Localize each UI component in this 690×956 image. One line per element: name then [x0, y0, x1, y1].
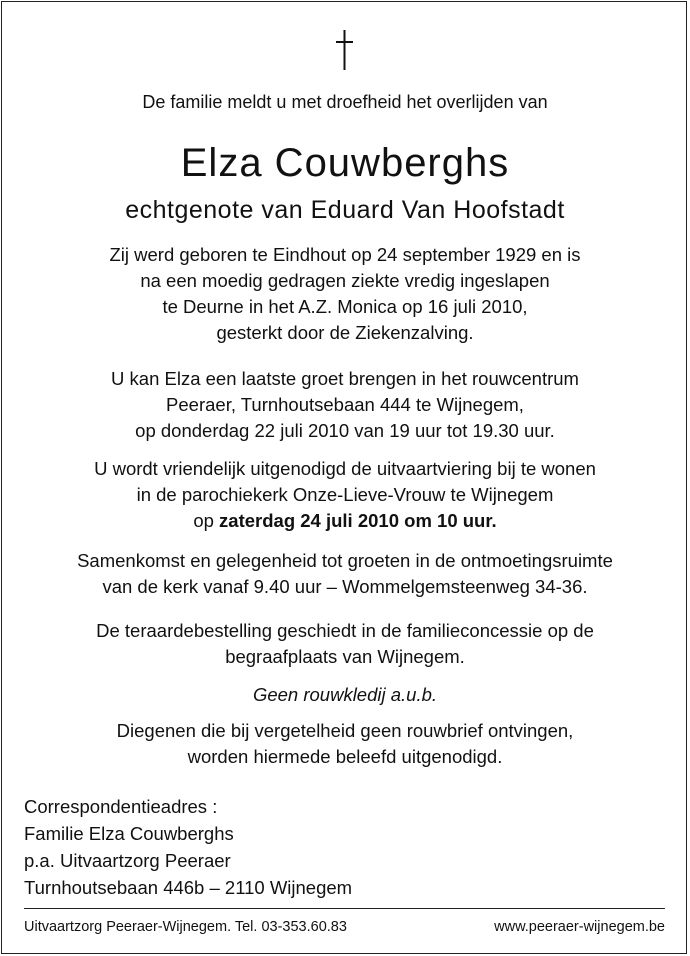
- gathering-line: Samenkomst en gelegenheid tot groeten in de ontmoetingsruimte: [77, 550, 613, 571]
- visitation-paragraph: [0, 366, 690, 444]
- cross-icon: [0, 30, 690, 75]
- birth-line: gesterkt door de Ziekenzalving.: [216, 322, 474, 343]
- gathering-paragraph: [0, 548, 690, 600]
- footer-divider: [24, 908, 665, 909]
- invitation-line: Diegenen die bij vergetelheid geen rouwbrief ontvingen,: [116, 720, 574, 741]
- birth-paragraph: [0, 242, 690, 346]
- no-mourning-dress-note: Geen rouwkledij a.u.b.: [252, 684, 438, 705]
- address-line: Turnhoutsebaan 446b – 2110 Wijnegem: [24, 877, 353, 898]
- birth-line: na een moedig gedragen ziekte vredig ingeslapen: [140, 270, 550, 291]
- spouse-line: echtgenote van Eduard Van Hoofstadt: [125, 196, 565, 224]
- correspondence-address: [24, 793, 352, 901]
- funeral-line: U wordt vriendelijk uitgenodigd de uitvaartviering bij te wonen: [94, 458, 596, 479]
- burial-paragraph: [0, 618, 690, 670]
- burial-line: De teraardebestelling geschiedt in de familieconcessie op de: [96, 620, 594, 641]
- funeral-date: zaterdag 24 juli 2010 om 10 uur.: [219, 510, 497, 531]
- address-line: Familie Elza Couwberghs: [24, 823, 234, 844]
- funeral-line: in de parochiekerk Onze-Lieve-Vrouw te Wijnegem: [136, 484, 554, 505]
- funeral-date-line: [0, 508, 690, 534]
- footer-website: www.peeraer-wijnegem.be: [494, 919, 665, 935]
- visitation-line: Peeraer, Turnhoutsebaan 444 te Wijnegem,: [166, 394, 524, 415]
- visitation-line: op donderdag 22 juli 2010 van 19 uur tot 19.30 uur.: [135, 420, 555, 441]
- birth-line: Zij werd geboren te Eindhout op 24 september 1929 en is: [109, 244, 581, 265]
- invitation-line: worden hiermede beleefd uitgenodigd.: [187, 746, 503, 767]
- deceased-name: Elza Couwberghs: [180, 141, 510, 185]
- invitation-paragraph: [0, 718, 690, 770]
- funeral-paragraph: [0, 456, 690, 534]
- funeral-date-prefix: op: [193, 510, 220, 531]
- visitation-line: U kan Elza een laatste groet brengen in het rouwcentrum: [111, 368, 579, 389]
- address-line: p.a. Uitvaartzorg Peeraer: [24, 850, 231, 871]
- footer-contact: Uitvaartzorg Peeraer-Wijnegem. Tel. 03-353.60.83: [24, 919, 347, 935]
- address-line: Correspondentieadres :: [24, 796, 218, 817]
- birth-line: te Deurne in het A.Z. Monica op 16 juli 2010,: [162, 296, 528, 317]
- burial-line: begraafplaats van Wijnegem.: [225, 646, 465, 667]
- intro-text: De familie meldt u met droefheid het overlijden van: [142, 92, 548, 112]
- gathering-line: van de kerk vanaf 9.40 uur – Wommelgemsteenweg 34-36.: [102, 576, 588, 597]
